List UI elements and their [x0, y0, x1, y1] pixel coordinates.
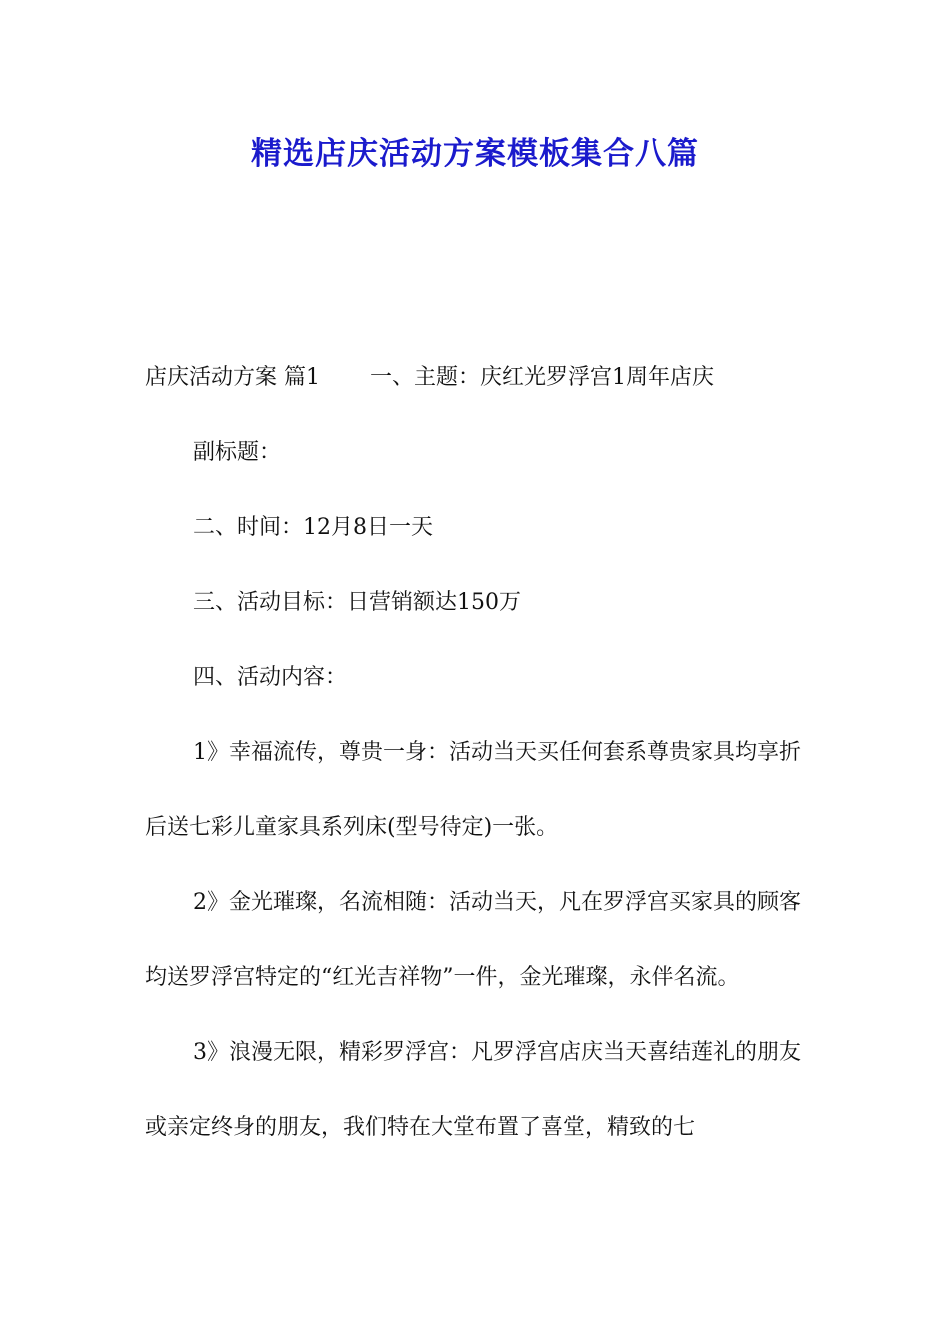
document-title: 精选店庆活动方案模板集合八篇 [251, 136, 699, 172]
theme-line: 一、主题：庆红光罗浮宫1周年店庆 [370, 365, 715, 390]
section-heading-line [145, 340, 810, 415]
goal-line: 三、活动目标：日营销额达150万 [193, 590, 521, 615]
time-line: 二、时间：12月8日一天 [193, 515, 433, 540]
content-item-1: 1》幸福流传，尊贵一身：活动当天买任何套系尊贵家具均享折后送七彩儿童家具系列床(型号待定)一张。 [145, 740, 801, 840]
subtitle-line: 副标题： [193, 440, 282, 465]
content-item-3: 3》浪漫无限，精彩罗浮宫：凡罗浮宫店庆当天喜结莲礼的朋友或亲定终身的朋友，我们特在大堂布置了喜堂，精致的七 [145, 1040, 801, 1140]
content-heading: 四、活动内容： [193, 665, 348, 690]
section-heading: 店庆活动方案 [145, 365, 278, 390]
document-body [145, 340, 810, 1165]
content-item-2: 2》金光璀璨，名流相随：活动当天，凡在罗浮宫买家具的顾客均送罗浮宫特定的“红光吉祥物”一件，金光璀璨，永伴名流。 [145, 890, 801, 990]
section-number: 篇1 [284, 365, 321, 390]
